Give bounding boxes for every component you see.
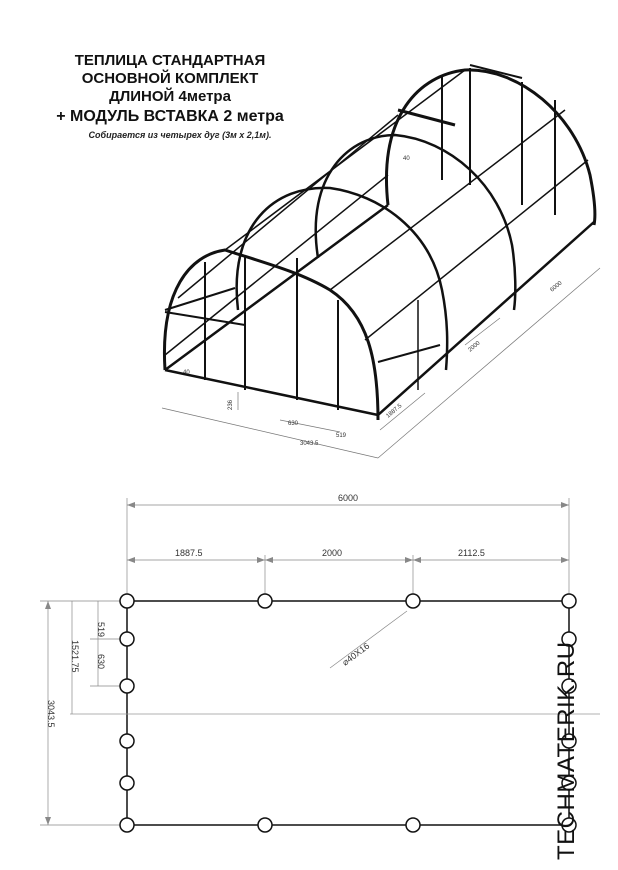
- arch-back: [387, 70, 595, 225]
- post-circle: [258, 818, 272, 832]
- plan-posts: [120, 594, 576, 832]
- base-left: [165, 205, 388, 370]
- post-circle: [406, 818, 420, 832]
- arch-2: [237, 188, 448, 370]
- iso-dim-side: 519: [336, 433, 347, 439]
- post-circle: [562, 594, 576, 608]
- plan-dim-total: 6000: [338, 493, 359, 503]
- post-circle: [120, 679, 134, 693]
- iso-dim-middle: 2000: [467, 340, 482, 354]
- subtitle: Собирается из четырех дуг (3м х 2,1м).: [88, 130, 272, 140]
- plan-outline: [127, 601, 569, 825]
- plan-dim-lines: [40, 498, 569, 825]
- plan-dim-seg3: 2112.5: [458, 548, 485, 558]
- post-circle: [120, 632, 134, 646]
- post-circle: [258, 594, 272, 608]
- title-line-3: ДЛИНОЙ 4метра: [109, 88, 231, 105]
- purlin-right-1: [330, 110, 565, 290]
- title-line-2: ОСНОВНОЙ КОМПЛЕКТ: [81, 70, 259, 87]
- post-circle: [120, 776, 134, 790]
- plan-dim-left-3: 630: [96, 654, 106, 670]
- post-circle: [120, 734, 134, 748]
- base-front: [165, 370, 378, 415]
- base-right: [378, 222, 594, 415]
- arch-front: [164, 250, 378, 420]
- iso-dim-length: 6000: [549, 280, 564, 294]
- plan-dim-width: 3043.5: [46, 700, 56, 728]
- mid-brace: [378, 345, 440, 362]
- post-circle: [406, 594, 420, 608]
- profile-label-back: 40: [403, 156, 410, 162]
- isometric-dimensions: [162, 268, 600, 458]
- plan-pipe-label: ⌀40Х16: [340, 640, 372, 668]
- back-diag: [398, 110, 455, 125]
- plan-dim-left-2: 1521.75: [70, 640, 80, 673]
- profile-label-front: 40: [183, 370, 190, 376]
- title-line-4: + МОДУЛЬ ВСТАВКА 2 метра: [56, 108, 284, 125]
- site-watermark: TECHMATERIK.RU: [553, 641, 580, 860]
- iso-dim-width: 3043.5: [300, 441, 319, 447]
- arch-3: [316, 135, 516, 310]
- plan-dim-seg1: 1887.5: [175, 548, 203, 558]
- post-circle: [120, 818, 134, 832]
- post-circle: [120, 594, 134, 608]
- iso-dim-door-width: 630: [288, 421, 299, 427]
- plan-dim-left-1: 519: [96, 622, 106, 638]
- plan-view: [40, 493, 600, 832]
- plan-dim-seg2: 2000: [322, 548, 343, 558]
- greenhouse-isometric: [164, 65, 595, 420]
- iso-dim-first: 1887.5: [385, 403, 404, 420]
- iso-dim-door-height: 236: [228, 399, 234, 410]
- title-line-1: ТЕПЛИЦА СТАНДАРТНАЯ: [74, 52, 266, 69]
